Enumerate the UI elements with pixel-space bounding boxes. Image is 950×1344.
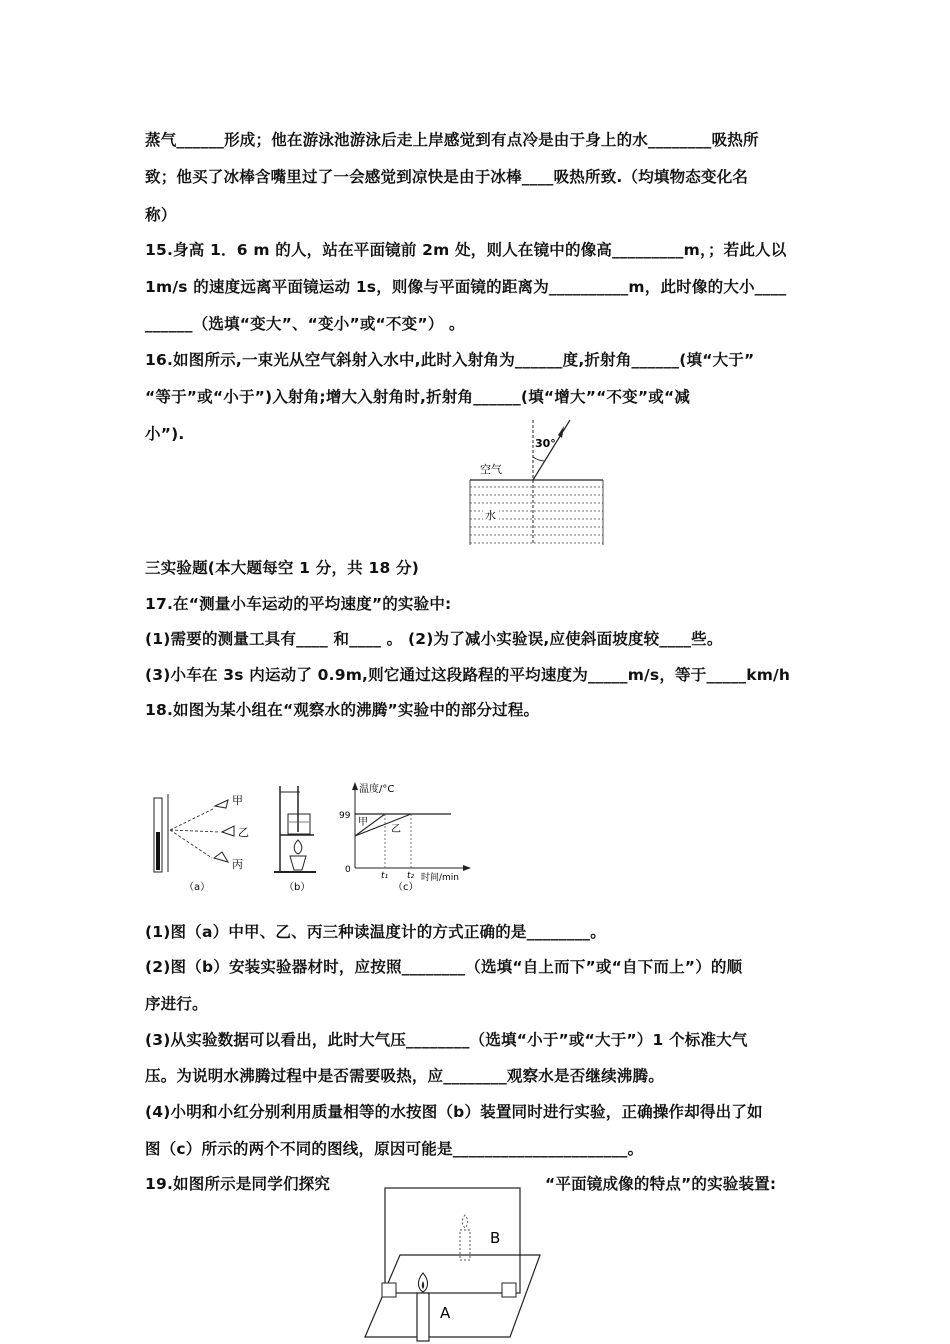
series-label-yi: 乙: [391, 824, 401, 835]
plane-mirror-figure: [360, 1185, 550, 1344]
section-3-heading: 三实验题(本大题每空 1 分，共 18 分): [145, 559, 420, 577]
tick-label-t2: t₂: [407, 871, 415, 881]
text-line-1: 蒸气______形成；他在游泳池游泳后走上岸感觉到有点冷是由于身上的水________吸热所: [145, 131, 759, 149]
angle-arc: [533, 457, 545, 461]
flame-icon: [294, 840, 302, 854]
question-16-line-3: 小”).: [145, 425, 185, 443]
question-18-part-4-line-1: (4)小明和小红分别利用质量相等的水按图（b）装置同时进行实验，正确操作却得出了如: [145, 1103, 763, 1121]
question-18-part-3-line-1: (3)从实验数据可以看出，此时大气压________（选填“小于”或“大于”）1 个标准大气: [145, 1031, 748, 1049]
question-16-line-1: 16.如图所示,一束光从空气斜射入水中,此时入射角为______度,折射角______(填“大于”: [145, 351, 755, 369]
question-18-stem: 18.如图为某小组在“观察水的沸腾”实验中的部分过程。: [145, 701, 540, 719]
incident-ray: [533, 420, 570, 480]
burner-icon: [290, 856, 306, 870]
beaker: [288, 814, 310, 834]
question-15-line-2: 1m/s 的速度远离平面镜运动 1s，则像与平面镜的距离为__________m，此时像的大小____: [145, 278, 787, 296]
question-18-part-1: (1)图（a）中甲、乙、丙三种读温度计的方式正确的是________。: [145, 923, 606, 941]
origin-label: 0: [345, 865, 351, 875]
question-18-part-3-line-2: 压。为说明水沸腾过程中是否需要吸热，应________观察水是否继续沸腾。: [145, 1067, 664, 1085]
caption-a: （a）: [184, 882, 211, 893]
caption-b: （b）: [284, 882, 311, 893]
series-label-jia: 甲: [358, 817, 368, 828]
x-axis-label: 时间/min: [421, 873, 460, 883]
tick-label-99: 99: [339, 811, 351, 821]
question-19-stem-right: “平面镜成像的特点”的实验装置:: [545, 1175, 777, 1193]
question-18-part-2-line-2: 序进行。: [145, 995, 208, 1013]
refraction-figure: [465, 415, 610, 550]
label-yi: 乙: [238, 826, 249, 839]
thermometer-reading-figure: [140, 780, 265, 895]
tick-label-t1: t₁: [381, 871, 389, 881]
question-15-line-3: ______（选填“变大”、“变小”或“不变”） 。: [145, 315, 465, 333]
eye-icon: [214, 852, 228, 862]
question-17-part-3: (3)小车在 3s 内运动了 0.9m,则它通过这段路程的平均速度为_____m/s，等于_____km/h: [145, 666, 791, 684]
label-a: A: [440, 1304, 451, 1322]
eye-icon: [222, 826, 234, 836]
angle-label: 30°: [535, 437, 556, 450]
eye-icon: [215, 800, 228, 808]
text-line-2: 致；他买了冰棒含嘴里过了一会感觉到凉快是由于冰棒____吸热所致.（均填物态变化名: [145, 168, 749, 186]
y-axis-label: 温度/°C: [359, 784, 395, 795]
temperature-time-chart: [335, 778, 475, 895]
boiling-apparatus-figure: [270, 780, 330, 895]
text-line-3: 称）: [145, 206, 177, 224]
label-bing: 丙: [232, 858, 243, 871]
question-17-part-1-2: (1)需要的测量工具有____ 和____ 。 (2)为了减小实验误,应使斜面坡度较____些。: [145, 630, 723, 648]
question-18-part-2-line-1: (2)图（b）安装实验器材时，应按照________（选填“自上而下”或“自下而上”）的顺: [145, 958, 743, 976]
question-16-line-2: “等于”或“小于”)入射角;增大入射角时,折射角______(填“增大”“不变”或“减: [145, 388, 691, 406]
caption-c: （c）: [393, 882, 419, 893]
candle-a-icon: [417, 1293, 429, 1341]
label-b: B: [490, 1229, 501, 1247]
question-17-stem: 17.在“测量小车运动的平均速度”的实验中:: [145, 595, 452, 613]
water-label: 水: [485, 509, 496, 522]
flame-b-icon: [462, 1215, 467, 1228]
air-label: 空气: [480, 463, 502, 476]
question-15-line-1: 15.身高 1．6 m 的人，站在平面镜前 2m 处，则人在镜中的像高_________m，；若此人以: [145, 241, 787, 259]
question-19-stem-left: 19.如图所示是同学们探究: [145, 1175, 331, 1193]
question-18-part-4-line-2: 图（c）所示的两个不同的图线，原因可能是______________________。: [145, 1140, 644, 1158]
label-jia: 甲: [232, 794, 243, 807]
